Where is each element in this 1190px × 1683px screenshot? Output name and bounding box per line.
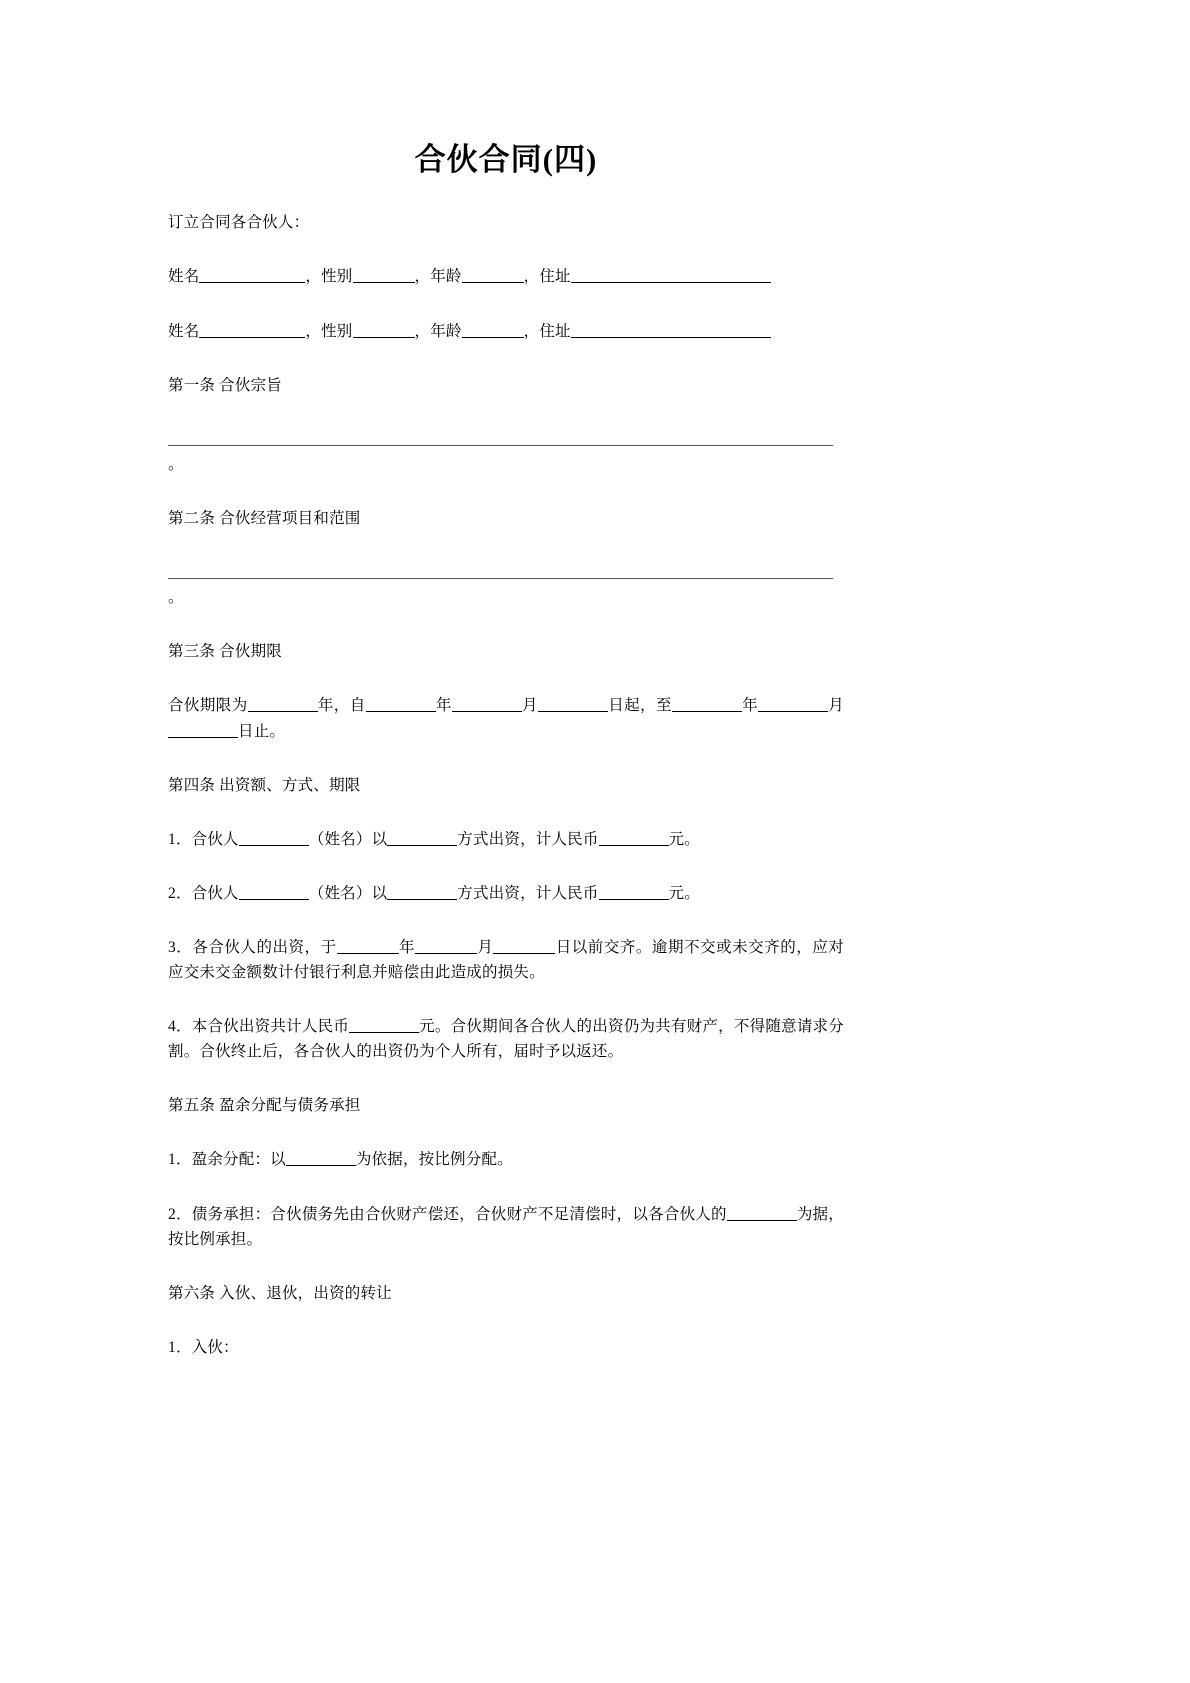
party1-age-blank[interactable] <box>462 266 524 283</box>
item42-name-blank[interactable] <box>239 883 309 900</box>
clause-3-heading: 第三条 合伙期限 <box>168 643 282 661</box>
item51-basis-blank[interactable] <box>286 1149 356 1166</box>
party1-address-blank[interactable] <box>571 266 771 283</box>
party1-gender-blank[interactable] <box>353 266 415 283</box>
clause3-part8: 日止。 <box>238 722 286 740</box>
clause3-start-month-blank[interactable] <box>452 695 522 712</box>
item52-part2: 为据，按比例承担。 <box>168 1205 844 1248</box>
item44-part2: 元。合伙期间各合伙人的出资仍为共有财产，不得随意请求分割。合伙终止后，各合伙人的出资仍为个人所有，届时予以返还。 <box>168 1018 844 1061</box>
item52-part1: 2．债务承担：合伙债务先由合伙财产偿还，合伙财产不足清偿时，以各合伙人的 <box>168 1205 727 1223</box>
party-line-1 <box>168 264 844 289</box>
item41-part4: 元。 <box>668 830 700 848</box>
clause-6-heading: 第六条 入伙、退伙，出资的转让 <box>168 1284 392 1302</box>
party2-age-label: ，年龄 <box>414 322 462 340</box>
clause3-part7: 月 <box>828 697 844 715</box>
item42-part2: （姓名）以 <box>308 884 388 902</box>
clause-1-heading: 第一条 合伙宗旨 <box>168 376 282 394</box>
item41-part1: 1．合伙人 <box>168 830 239 848</box>
intro-paragraph <box>168 210 844 235</box>
clause-4-heading: 第四条 出资额、方式、期限 <box>168 776 361 794</box>
party2-name-blank[interactable] <box>199 320 305 337</box>
item41-method-blank[interactable] <box>387 828 457 845</box>
clause3-end-month-blank[interactable] <box>758 695 828 712</box>
party2-gender-blank[interactable] <box>353 320 415 337</box>
clause3-start-year-blank[interactable] <box>366 695 436 712</box>
item43-part1: 3．各合伙人的出资，于 <box>168 938 337 956</box>
clause3-part6: 年 <box>741 697 759 715</box>
clause-3-body <box>168 693 844 743</box>
clause-2-blank-rule[interactable] <box>168 562 833 579</box>
clause-4-item-1 <box>168 827 844 852</box>
item43-month-blank[interactable] <box>415 937 477 954</box>
clause-1-body <box>168 427 844 477</box>
item43-part2: 年 <box>398 938 416 956</box>
item61-part1: 1．入伙： <box>168 1338 239 1356</box>
clause3-part2: 年，自 <box>317 697 366 715</box>
clause-2-body <box>168 560 844 610</box>
clause-1-blank-rule[interactable] <box>168 428 833 445</box>
page-title: 合伙合同(四) <box>414 142 598 177</box>
party2-name-label: 姓名 <box>168 322 200 340</box>
intro-text: 订立合同各合伙人： <box>168 214 310 232</box>
party1-address-label: ，住址 <box>523 268 571 286</box>
clause3-start-day-blank[interactable] <box>538 695 608 712</box>
item43-part3: 月 <box>477 938 494 956</box>
item41-part2: （姓名）以 <box>308 830 388 848</box>
clause-6-item-1 <box>168 1335 844 1360</box>
item42-part1: 2．合伙人 <box>168 884 239 902</box>
party2-address-label: ，住址 <box>523 322 571 340</box>
item41-name-blank[interactable] <box>239 828 309 845</box>
item42-method-blank[interactable] <box>387 883 457 900</box>
clause3-part3: 年 <box>435 697 452 715</box>
clause-1-period: 。 <box>168 455 184 473</box>
clause-5-heading: 第五条 盈余分配与债务承担 <box>168 1097 361 1115</box>
clause-5-item-2 <box>168 1202 844 1252</box>
item41-amount-blank[interactable] <box>599 828 669 845</box>
item44-part1: 4．本合伙出资共计人民币 <box>168 1018 350 1036</box>
clause3-end-day-blank[interactable] <box>168 720 238 737</box>
item42-part3: 方式出资，计人民币 <box>457 884 599 902</box>
item42-amount-blank[interactable] <box>599 883 669 900</box>
item43-part4: 日以前交齐。逾期不交或未交齐的，应对应交未交金额数计付银行利息并赔偿由此造成的损失。 <box>168 938 845 982</box>
clause-4-item-4 <box>168 1014 844 1064</box>
item51-part2: 为依据，按比例分配。 <box>355 1151 513 1169</box>
clause3-end-year-blank[interactable] <box>672 695 742 712</box>
party1-name-blank[interactable] <box>199 266 305 283</box>
party1-name-label: 姓名 <box>168 268 200 286</box>
clause-2-heading: 第二条 合伙经营项目和范围 <box>168 509 361 527</box>
party2-gender-label: ，性别 <box>305 322 353 340</box>
clause-4-item-2 <box>168 881 844 906</box>
clause3-part4: 月 <box>521 697 538 715</box>
party2-address-blank[interactable] <box>571 320 771 337</box>
party1-age-label: ，年龄 <box>414 268 462 286</box>
clause-2-period: 。 <box>168 589 184 607</box>
party-line-2 <box>168 319 844 344</box>
clause3-years-blank[interactable] <box>248 695 318 712</box>
document-body <box>168 140 844 1389</box>
clause-4-item-3 <box>168 935 844 985</box>
party2-age-blank[interactable] <box>462 320 524 337</box>
clause3-part1: 合伙期限为 <box>168 697 248 715</box>
item41-part3: 方式出资，计人民币 <box>457 830 599 848</box>
item42-part4: 元。 <box>668 884 700 902</box>
item43-year-blank[interactable] <box>337 937 399 954</box>
item43-day-blank[interactable] <box>493 937 555 954</box>
item52-basis-blank[interactable] <box>727 1203 797 1220</box>
item51-part1: 1．盈余分配：以 <box>168 1151 286 1169</box>
party1-gender-label: ，性别 <box>305 268 353 286</box>
clause-5-item-1 <box>168 1147 844 1172</box>
clause3-part5: 日起，至 <box>607 697 672 715</box>
item44-total-blank[interactable] <box>349 1016 419 1033</box>
